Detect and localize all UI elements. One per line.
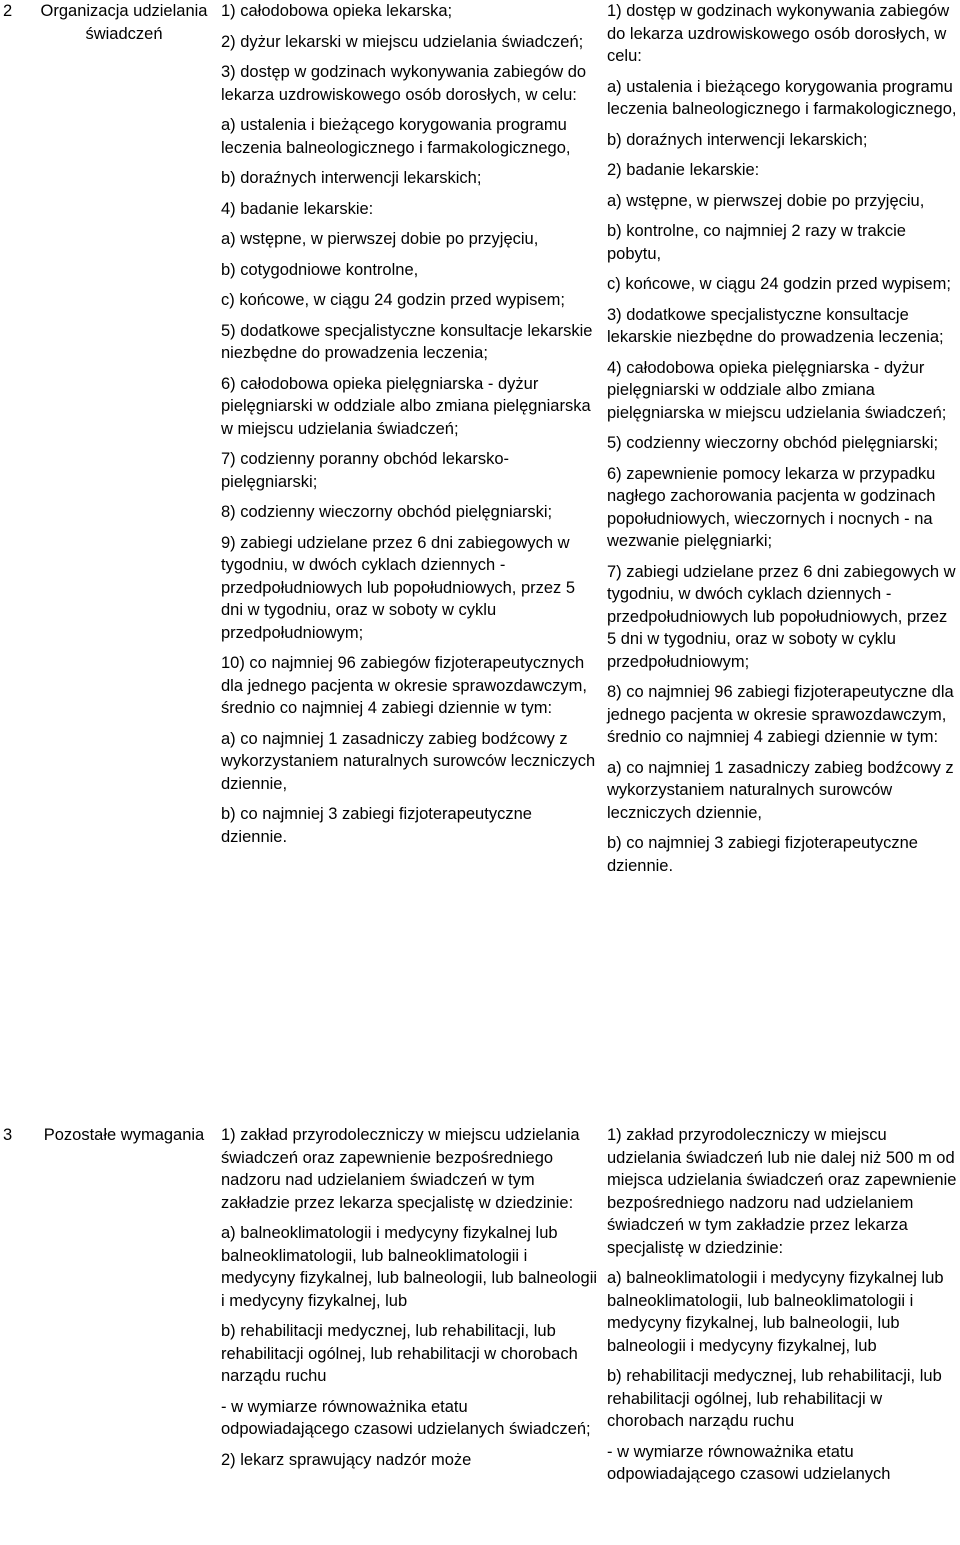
list-item: 2) lekarz sprawujący nadzór może (221, 1450, 472, 1469)
list-item: 3) dostęp w godzinach wykonywania zabiegów do lekarza uzdrowiskowego osób dorosłych, w celu: (221, 63, 587, 104)
list-item: a) balneoklimatologii i medycyny fizykalnej lub balneoklimatologii, lub balneoklimatologii i medycyny fizykalnej, lub balneologii, lub balneologii i medycyny fizykalnej, lub (607, 1269, 944, 1355)
list-item: - w wymiarze równoważnika etatu odpowiadającego czasowi udzielanych (607, 1442, 891, 1483)
list-item: b) co najmniej 3 zabiegi fizjoterapeutyczne dziennie. (221, 805, 532, 846)
list-item: 6) zapewnienie pomocy lekarza w przypadku nagłego zachorowania pacjenta w godzinach popołudniowych, wieczornych i nocnych - na wezwanie pielęgniarki; (607, 464, 936, 550)
list-item: 8) co najmniej 96 zabiegi fizjoterapeutyczne dla jednego pacjenta w okresie sprawozdawczym, średnio co najmniej 4 zabiegi dziennie w tym: (607, 683, 954, 746)
list-item: 7) zabiegi udzielane przez 6 dni zabiegowych w tygodniu, w dwóch cyklach dziennych - przedpołudniowych lub popołudniowych, przez 5 dni w tygodniu, oraz w soboty w cyklu przedpołudniowym; (607, 562, 956, 671)
list-item: 2) badanie lekarskie: (607, 161, 760, 179)
list-item: 1) dostęp w godzinach wykonywania zabiegów do lekarza uzdrowiskowego osób dorosłych, w celu: (607, 2, 950, 65)
list-item: 10) co najmniej 96 zabiegów fizjoterapeutycznych dla jednego pacjenta w okresie sprawozdawczym, średnio co najmniej 4 zabiegi dziennie w tym: (221, 654, 587, 717)
list-item: b) doraźnych interwencji lekarskich; (221, 169, 482, 187)
current-requirements (221, 0, 599, 856)
list-item: c) końcowe, w ciągu 24 godzin przed wypisem; (607, 275, 951, 293)
list-item: 8) codzienny wieczorny obchód pielęgniarski; (221, 503, 553, 521)
list-item: b) rehabilitacji medycznej, lub rehabilitacji, lub rehabilitacji ogólnej, lub rehabilitacji w chorobach narządu ruchu (221, 1322, 578, 1385)
list-item: 7) codzienny poranny obchód lekarsko-pielęgniarski; (221, 450, 510, 491)
list-item: a) balneoklimatologii i medycyny fizykalnej lub balneoklimatologii, lub balneoklimatologii i medycyny fizykalnej, lub balneologii, lub balneologii i medycyny fizykalnej, lub (221, 1224, 598, 1310)
list-item: 2) dyżur lekarski w miejscu udzielania świadczeń; (221, 32, 584, 51)
list-item: b) doraźnych interwencji lekarskich; (607, 130, 868, 149)
row-category: Organizacja udzielania świadczeń (40, 2, 208, 43)
list-item: 4) całodobowa opieka pielęgniarska - dyżur pielęgniarski w oddziale albo zmiana pielęgniarska w miejscu udzielania świadczeń; (607, 358, 947, 422)
list-item: 4) badanie lekarskie: (221, 199, 374, 218)
row-category: Pozostałe wymagania (43, 1126, 205, 1144)
list-item: 5) codzienny wieczorny obchód pielęgniarski; (607, 434, 939, 452)
list-item: 6) całodobowa opieka pielęgniarska - dyżur pielęgniarski w oddziale albo zmiana pielęgniarska w miejscu udzielania świadczeń; (221, 374, 591, 438)
list-item: b) rehabilitacji medycznej, lub rehabilitacji, lub rehabilitacji ogólnej, lub rehabilitacji w chorobach narządu ruchu (607, 1367, 942, 1430)
list-item: a) ustalenia i bieżącego korygowania programu leczenia balneologicznego i farmakologicznego, (607, 77, 957, 118)
list-item: c) końcowe, w ciągu 24 godzin przed wypisem; (221, 291, 565, 309)
list-item: 5) dodatkowe specjalistyczne konsultacje lekarskie niezbędne do prowadzenia leczenia; (221, 321, 593, 362)
proposed-requirements (607, 1124, 959, 1494)
row-number: 3 (3, 1126, 13, 1144)
row-number: 2 (3, 2, 13, 20)
list-item: a) wstępne, w pierwszej dobie po przyjęciu, (221, 230, 539, 248)
list-item: 1) całodobowa opieka lekarska; (221, 2, 453, 20)
list-item: b) kontrolne, co najmniej 2 razy w trakcie pobytu, (607, 222, 906, 263)
proposed-requirements (607, 0, 959, 885)
list-item: 3) dodatkowe specjalistyczne konsultacje lekarskie niezbędne do prowadzenia leczenia; (607, 305, 944, 346)
list-item: b) co najmniej 3 zabiegi fizjoterapeutyczne dziennie. (607, 834, 918, 875)
list-item: - w wymiarze równoważnika etatu odpowiadającego czasowi udzielanych świadczeń; (221, 1397, 591, 1438)
current-requirements (221, 1124, 599, 1479)
list-item: a) co najmniej 1 zasadniczy zabieg bodźcowy z wykorzystaniem naturalnych surowców leczniczych dziennie, (607, 758, 954, 822)
list-item: 1) zakład przyrodoleczniczy w miejscu udzielania świadczeń lub nie dalej niż 500 m od miejsca udzielania świadczeń oraz zapewnienie bezpośredniego nadzoru nad udzielaniem świadczeń w tym zakładzie przez lekarza specjalistę w dziedzinie: (607, 1126, 957, 1257)
list-item: a) co najmniej 1 zasadniczy zabieg bodźcowy z wykorzystaniem naturalnych surowców leczniczych dziennie, (221, 729, 596, 793)
list-item: b) cotygodniowe kontrolne, (221, 260, 419, 279)
list-item: 9) zabiegi udzielane przez 6 dni zabiegowych w tygodniu, w dwóch cyklach dziennych - przedpołudniowych lub popołudniowych, przez 5 dni w tygodniu, oraz w soboty w cyklu przedpołudniowym; (221, 533, 576, 642)
list-item: a) wstępne, w pierwszej dobie po przyjęciu, (607, 191, 925, 210)
list-item: a) ustalenia i bieżącego korygowania programu leczenia balneologicznego i farmakologicznego, (221, 116, 571, 157)
list-item: 1) zakład przyrodoleczniczy w miejscu udzielania świadczeń oraz zapewnienie bezpośredniego nadzoru nad udzielaniem świadczeń w tym zakładzie przez lekarza specjalistę w dziedzinie: (221, 1126, 580, 1212)
